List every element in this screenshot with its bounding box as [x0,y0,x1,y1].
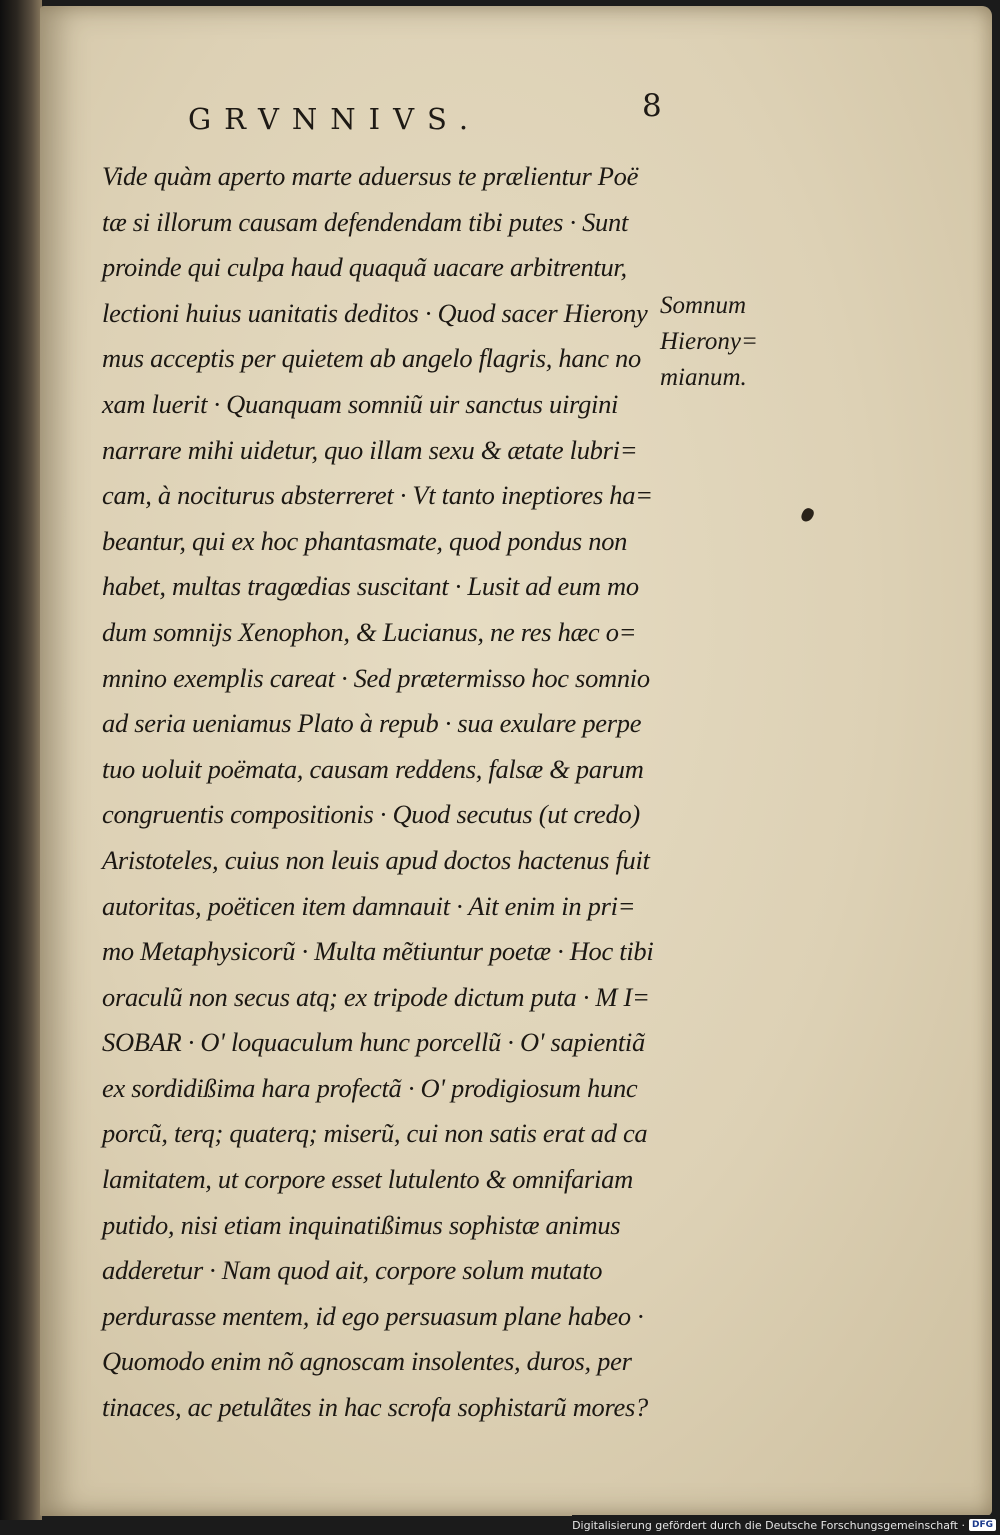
text-line: perdurasse mentem, id ego persuasum plane habeo · [102,1300,644,1331]
text-line: autoritas, poëticen item damnauit · Ait enim in pri= [102,890,636,921]
marginal-note [660,288,758,396]
text-line: Aristoteles, cuius non leuis apud doctos hactenus fuit [102,844,650,875]
text-line: beantur, qui ex hoc phantasmate, quod pondus non [102,525,628,556]
text-line: xam luerit · Quanquam somniũ uir sanctus uirgini [102,388,619,419]
text-line: cam, à nociturus absterreret · Vt tanto ineptiores ha= [102,480,653,511]
book-page [40,6,992,1516]
text-line: oraculũ non secus atq; ex tripode dictum puta · M I= [102,981,650,1012]
body-text [102,154,702,1431]
text-line: congruentis compositionis · Quod secutus (ut credo) [102,799,640,830]
marginal-note-line: Somnum [660,292,747,319]
text-line: dum somnijs Xenophon, & Lucianus, ne res hæc o= [102,616,637,647]
marginal-note-line: Hierony= [660,328,758,355]
text-line: lamitatem, ut corpore esset lutulento & omnifariam [102,1164,633,1195]
footer-credit [572,1515,1000,1535]
footer-credit-text: Digitalisierung gefördert durch die Deutsche Forschungsgemeinschaft · [572,1518,965,1532]
text-line: tinaces, ac petulãtes in hac scrofa sophistarũ mores? [102,1392,648,1423]
text-line: Quomodo enim nõ agnoscam insolentes, duros, per [102,1346,632,1377]
text-line: mnino exemplis careat · Sed prætermisso hoc somnio [102,662,650,693]
text-line: putido, nisi etiam inquinatißimus sophistæ animus [102,1209,621,1240]
text-line: Vide quàm aperto marte aduersus te prælientur Poë [102,161,639,191]
text-line: adderetur · Nam quod ait, corpore solum mutato [102,1255,603,1286]
ink-spot [800,506,816,523]
marginal-note-line: mianum. [660,364,747,391]
text-line: ad seria ueniamus Plato à repub · sua exulare perpe [102,708,642,739]
text-line: tæ si illorum causam defendendam tibi putes · Sunt [102,206,629,237]
text-line: ex sordidißima hara profectã · O' prodigiosum hunc [102,1072,638,1103]
text-line: tuo uoluit poëmata, causam reddens, falsæ & parum [102,753,644,784]
text-line: habet, multas tragœdias suscitant · Lusit ad eum mo [102,571,639,602]
dfg-logo-icon: DFG [969,1519,996,1531]
text-line: proinde qui culpa haud quaquã uacare arbitrentur, [102,252,627,283]
text-line: mo Metaphysicorũ · Multa mẽtiuntur poetæ · Hoc tibi [102,936,654,967]
text-line: mus acceptis per quietem ab angelo flagris, hanc no [102,343,641,374]
text-line: lectioni huius uanitatis deditos · Quod sacer Hierony [102,297,648,328]
text-line: porcũ, terq; quaterq; miserũ, cui non satis erat ad ca [102,1118,648,1149]
page-number: 8 [642,88,662,124]
book-binding-edge [0,0,42,1520]
running-head: GRVNNIVS. [188,102,482,136]
text-line: narrare mihi uidetur, quo illam sexu & ætate lubri= [102,434,638,465]
text-line: SOBAR · O' loquaculum hunc porcellũ · O' sapientiã [102,1027,645,1058]
